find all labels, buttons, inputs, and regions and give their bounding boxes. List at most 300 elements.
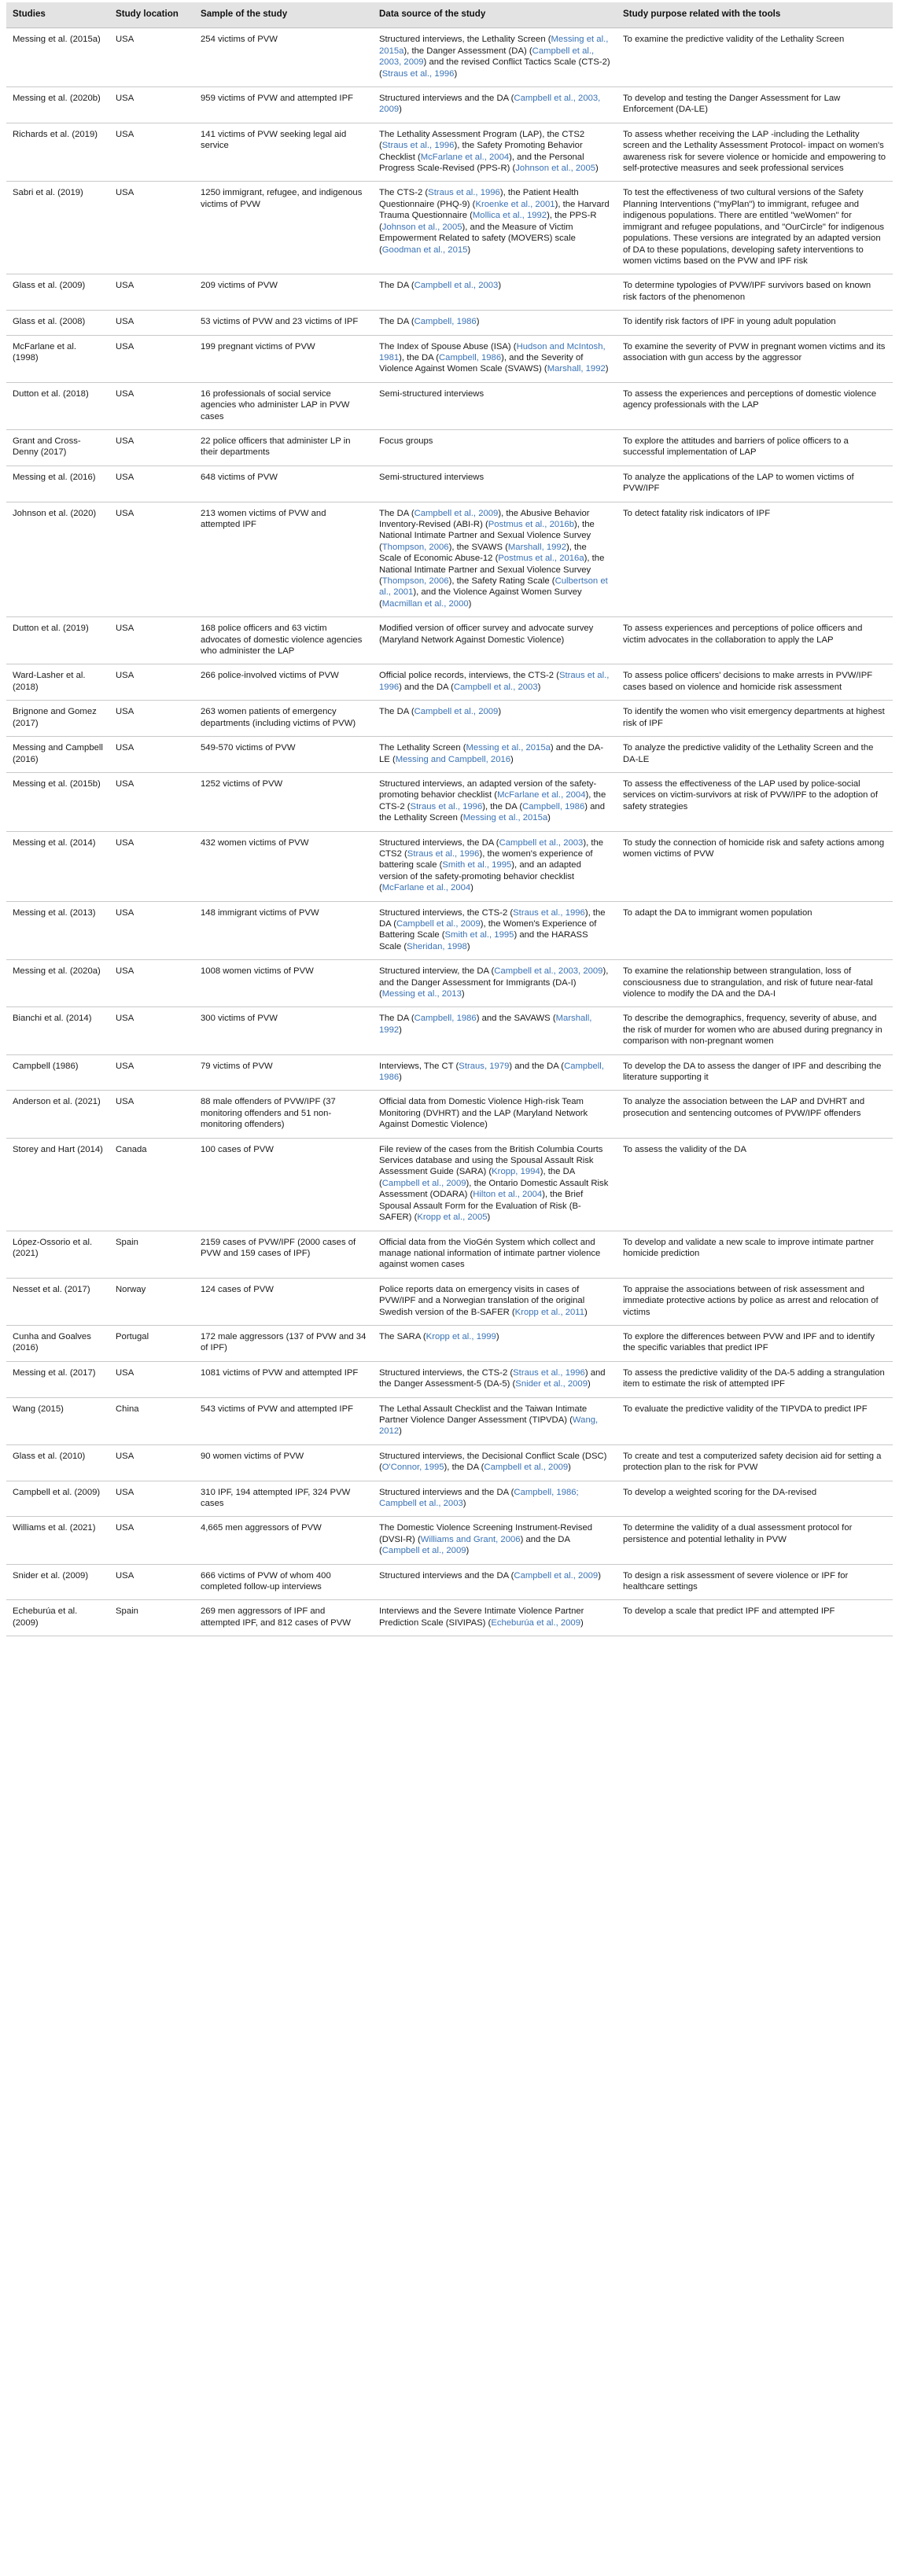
header-data-source: Data source of the study bbox=[373, 2, 617, 28]
cell-sample: 199 pregnant victims of PVW bbox=[194, 335, 373, 382]
source-text: ) bbox=[399, 1025, 402, 1035]
source-text: ) bbox=[547, 813, 551, 823]
cell-study: Wang (2015) bbox=[6, 1397, 109, 1444]
source-text: ) and the DA ( bbox=[399, 682, 454, 692]
cell-location: USA bbox=[109, 617, 194, 664]
source-text: Modified version of officer survey and advocate survey (Maryland Network Against Domestic Violence) bbox=[379, 624, 594, 645]
cell-study: Bianchi et al. (2014) bbox=[6, 1007, 109, 1054]
cell-study: López-Ossorio et al. (2021) bbox=[6, 1231, 109, 1278]
source-text: ), the PPS-R ( bbox=[379, 211, 597, 232]
cell-location: USA bbox=[109, 382, 194, 429]
source-text: ) bbox=[498, 707, 502, 717]
table-row bbox=[6, 1397, 893, 1444]
cell-data-source bbox=[373, 1517, 617, 1564]
cell-purpose: To analyze the applications of the LAP to women victims of PVW/IPF bbox=[617, 466, 893, 502]
table-row bbox=[6, 1600, 893, 1636]
reference-link[interactable]: Johnson et al., 2005 bbox=[381, 222, 462, 232]
cell-data-source bbox=[373, 831, 617, 901]
cell-data-source bbox=[373, 1564, 617, 1600]
cell-location: USA bbox=[109, 1007, 194, 1054]
cell-study: Messing et al. (2016) bbox=[6, 466, 109, 502]
reference-link[interactable]: Campbell, 1986 bbox=[522, 801, 585, 811]
cell-purpose: To examine the predictive validity of the Lethality Screen bbox=[617, 28, 893, 87]
source-text: ) bbox=[598, 1570, 601, 1581]
reference-link[interactable]: Straus et al., 1996 bbox=[381, 141, 455, 151]
reference-link[interactable]: Echeburúa et al., 2009 bbox=[491, 1617, 580, 1628]
source-text: Official police records, interviews, the CTS-2 ( bbox=[379, 671, 559, 681]
cell-study: Messing et al. (2017) bbox=[6, 1361, 109, 1397]
source-text: Structured interviews, an adapted version of the safety-promoting behavior checklist ( bbox=[379, 778, 597, 800]
cell-data-source bbox=[373, 617, 617, 664]
cell-study: Ward-Lasher et al. (2018) bbox=[6, 664, 109, 701]
reference-link[interactable]: Campbell et al., 2003, 2009 bbox=[494, 966, 603, 977]
reference-link[interactable]: Hilton et al., 2004 bbox=[473, 1190, 543, 1200]
table-row bbox=[6, 701, 893, 737]
source-text: The CTS-2 ( bbox=[379, 188, 429, 198]
cell-sample: 266 police-involved victims of PVW bbox=[194, 664, 373, 701]
cell-study: Williams et al. (2021) bbox=[6, 1517, 109, 1564]
reference-link[interactable]: Messing et al., 2015a bbox=[462, 813, 548, 823]
source-text: ) bbox=[462, 1499, 466, 1508]
table-row bbox=[6, 1091, 893, 1138]
reference-link[interactable]: Goodman et al., 2015 bbox=[381, 245, 468, 255]
table-row bbox=[6, 737, 893, 773]
source-text: The DA ( bbox=[379, 317, 414, 327]
source-text: ), the Brief Spousal Assault Form for the Evaluation of Risk (B-SAFER) ( bbox=[379, 1190, 584, 1223]
table-row bbox=[6, 311, 893, 335]
reference-link[interactable]: Campbell, 1986 bbox=[379, 1061, 604, 1083]
source-text: Structured interview, the DA ( bbox=[379, 966, 495, 977]
cell-study: Messing et al. (2020b) bbox=[6, 87, 109, 123]
table-row bbox=[6, 382, 893, 429]
cell-purpose: To determine typologies of PVW/IPF survivors based on known risk factors of the phenomenon bbox=[617, 274, 893, 311]
reference-link[interactable]: Messing and Campbell, 2016 bbox=[395, 754, 511, 764]
table-row bbox=[6, 664, 893, 701]
cell-study: Sabri et al. (2019) bbox=[6, 182, 109, 274]
table-row bbox=[6, 1564, 893, 1600]
cell-sample: 168 police officers and 63 victim advocates of domestic violence agencies who administer the LAP bbox=[194, 617, 373, 664]
reference-link[interactable]: Postmus et al., 2016b bbox=[488, 520, 575, 529]
reference-link[interactable]: Messing et al., 2013 bbox=[381, 989, 462, 999]
cell-sample: 543 victims of PVW and attempted IPF bbox=[194, 1397, 373, 1444]
source-text: ), and the Violence Against Women Survey ( bbox=[379, 587, 582, 609]
cell-sample: 1252 victims of PVW bbox=[194, 772, 373, 831]
source-text: ) and the Lethality Screen ( bbox=[379, 801, 605, 823]
source-text: ), the Women's Experience of Battering Scale ( bbox=[379, 918, 597, 940]
cell-purpose: To analyze the predictive validity of the Lethality Screen and the DA-LE bbox=[617, 737, 893, 773]
reference-link[interactable]: Kropp et al., 1999 bbox=[426, 1331, 496, 1341]
table-row bbox=[6, 274, 893, 311]
reference-link[interactable]: Campbell et al., 2009 bbox=[414, 707, 499, 717]
cell-study: Snider et al. (2009) bbox=[6, 1564, 109, 1600]
cell-study: Messing et al. (2015b) bbox=[6, 772, 109, 831]
source-text: ) bbox=[537, 682, 541, 692]
reference-link[interactable]: Johnson et al., 2005 bbox=[515, 164, 596, 174]
cell-data-source bbox=[373, 1007, 617, 1054]
source-text: ) and the Danger Assessment-5 (DA-5) ( bbox=[379, 1367, 606, 1389]
cell-study: Glass et al. (2010) bbox=[6, 1444, 109, 1481]
reference-link[interactable]: Straus et al., 1996 bbox=[410, 801, 483, 811]
source-text: Interviews, The CT ( bbox=[379, 1061, 459, 1071]
cell-study: Nesset et al. (2017) bbox=[6, 1278, 109, 1325]
cell-location: USA bbox=[109, 1517, 194, 1564]
table-row bbox=[6, 617, 893, 664]
reference-link[interactable]: Thompson, 2006 bbox=[381, 542, 449, 552]
cell-data-source bbox=[373, 1091, 617, 1138]
source-text: The DA ( bbox=[379, 508, 414, 518]
reference-link[interactable]: McFarlane et al., 2004 bbox=[497, 790, 586, 800]
cell-sample: 79 victims of PVW bbox=[194, 1054, 373, 1091]
header-studies: Studies bbox=[6, 2, 109, 28]
reference-link[interactable]: Campbell et al., 2009 bbox=[484, 1463, 569, 1473]
reference-link[interactable]: Campbell et al., 2003 bbox=[453, 682, 538, 692]
table-row bbox=[6, 1481, 893, 1517]
source-text: ) bbox=[568, 1463, 571, 1473]
cell-sample: 22 police officers that administer LP in their departments bbox=[194, 429, 373, 466]
table-body bbox=[6, 28, 893, 1636]
cell-location: USA bbox=[109, 960, 194, 1007]
cell-data-source bbox=[373, 502, 617, 617]
cell-purpose: To design a risk assessment of severe violence or IPF for healthcare settings bbox=[617, 1564, 893, 1600]
cell-purpose: To assess the effectiveness of the LAP used by police-social services on victim-survivors at risk of PVW/IPF to the adoption of safety strategies bbox=[617, 772, 893, 831]
cell-purpose: To develop a weighted scoring for the DA-revised bbox=[617, 1481, 893, 1517]
source-text: ), the Safety Promoting Behavior Checklist ( bbox=[379, 141, 583, 162]
table-row bbox=[6, 960, 893, 1007]
cell-study: Storey and Hart (2014) bbox=[6, 1138, 109, 1231]
source-text: ), the Patient Health Questionnaire (PHQ-9) ( bbox=[379, 188, 579, 209]
source-text: ), the CTS2 ( bbox=[379, 837, 604, 859]
source-text: ), and the Danger Assessment for Immigrants (DA-I) ( bbox=[379, 966, 609, 999]
reference-link[interactable]: Smith et al., 1995 bbox=[444, 930, 514, 940]
source-text: ) and the DA ( bbox=[379, 1534, 570, 1556]
reference-link[interactable]: Marshall, 1992 bbox=[547, 364, 606, 374]
source-text: ), the Harvard Trauma Questionnaire ( bbox=[379, 199, 610, 221]
source-text: ) bbox=[470, 883, 473, 893]
source-text: ) bbox=[487, 1213, 491, 1223]
source-text: The Lethality Screen ( bbox=[379, 743, 466, 753]
cell-study: Messing and Campbell (2016) bbox=[6, 737, 109, 773]
table-row bbox=[6, 1278, 893, 1325]
reference-link[interactable]: Kropp et al., 2005 bbox=[417, 1213, 488, 1223]
table-row bbox=[6, 28, 893, 87]
reference-link[interactable]: Straus et al., 1996 bbox=[428, 188, 500, 198]
cell-purpose: To detect fatality risk indicators of IPF bbox=[617, 502, 893, 617]
table-header bbox=[6, 2, 893, 28]
cell-data-source bbox=[373, 274, 617, 311]
reference-link[interactable]: Straus, 1979 bbox=[459, 1061, 510, 1071]
cell-data-source bbox=[373, 123, 617, 182]
cell-location: USA bbox=[109, 274, 194, 311]
source-text: Structured interviews, the Lethality Screen ( bbox=[379, 35, 551, 45]
source-text: Interviews and the Severe Intimate Violence Partner Prediction Scale (SIVIPAS) ( bbox=[379, 1606, 584, 1628]
reference-link[interactable]: Kropp, 1994 bbox=[492, 1167, 540, 1177]
cell-sample: 141 victims of PVW seeking legal aid service bbox=[194, 123, 373, 182]
reference-link[interactable]: Straus et al., 1996 bbox=[407, 848, 480, 859]
source-text: ) bbox=[580, 1617, 584, 1628]
cell-study: Campbell et al. (2009) bbox=[6, 1481, 109, 1517]
source-text: ) and the SAVAWS ( bbox=[476, 1014, 556, 1024]
table-row bbox=[6, 335, 893, 382]
cell-location: USA bbox=[109, 28, 194, 87]
source-text: ) bbox=[399, 105, 402, 115]
source-text: The DA ( bbox=[379, 707, 414, 717]
reference-link[interactable]: Campbell et al., 2003 bbox=[414, 281, 499, 291]
source-text: The SARA ( bbox=[379, 1331, 426, 1341]
cell-data-source bbox=[373, 466, 617, 502]
reference-link[interactable]: Marshall, 1992 bbox=[379, 1014, 592, 1035]
cell-sample: 310 IPF, 194 attempted IPF, 324 PVW cases bbox=[194, 1481, 373, 1517]
reference-link[interactable]: Williams and Grant, 2006 bbox=[420, 1534, 521, 1544]
reference-link[interactable]: Wang, 2012 bbox=[379, 1415, 599, 1437]
source-text: ) bbox=[587, 1379, 591, 1389]
cell-purpose: To test the effectiveness of two cultural versions of the Safety Planning Interventions ("myPlan") to immigrant, refugee and indigenous populations. There are entitled "weWomen" for immigrant and refugee populations, and "OurCircle" for indigenous populations. These versions are integrated by an adapted version of DA to these populations, developing safety interventions to women victims based on the PVW and IPF risk bbox=[617, 182, 893, 274]
source-text: ) bbox=[476, 317, 480, 327]
cell-location: USA bbox=[109, 429, 194, 466]
cell-data-source bbox=[373, 1054, 617, 1091]
source-text: The Domestic Violence Screening Instrument-Revised (DVSI-R) ( bbox=[379, 1523, 593, 1544]
source-text: Focus groups bbox=[379, 436, 433, 446]
source-text: ) bbox=[510, 754, 514, 764]
cell-data-source bbox=[373, 182, 617, 274]
cell-sample: 1250 immigrant, refugee, and indigenous victims of PVW bbox=[194, 182, 373, 274]
reference-link[interactable]: Straus et al., 1996 bbox=[379, 671, 610, 692]
source-text: ) bbox=[454, 68, 458, 79]
cell-purpose: To examine the severity of PVW in pregnant women victims and its association with gun access by the aggressor bbox=[617, 335, 893, 382]
cell-sample: 959 victims of PVW and attempted IPF bbox=[194, 87, 373, 123]
source-text: ), and an adapted version of the safety-promoting behavior checklist ( bbox=[379, 860, 581, 893]
cell-data-source bbox=[373, 960, 617, 1007]
cell-purpose: To assess police officers' decisions to make arrests in PVW/IPF cases based on violence and homicide risk assessment bbox=[617, 664, 893, 701]
cell-data-source bbox=[373, 382, 617, 429]
cell-location: USA bbox=[109, 831, 194, 901]
reference-link[interactable]: Culbertson et al., 2001 bbox=[379, 576, 608, 598]
cell-location: USA bbox=[109, 737, 194, 773]
cell-study: Dutton et al. (2018) bbox=[6, 382, 109, 429]
cell-purpose: To adapt the DA to immigrant women population bbox=[617, 901, 893, 960]
cell-data-source bbox=[373, 1481, 617, 1517]
reference-link[interactable]: Campbell, 1986 bbox=[439, 352, 502, 362]
cell-sample: 148 immigrant victims of PVW bbox=[194, 901, 373, 960]
cell-location: Spain bbox=[109, 1231, 194, 1278]
cell-purpose: To appraise the associations between of risk assessment and immediate protective actions by police as arrest and relocation of victims bbox=[617, 1278, 893, 1325]
source-text: ), the Abusive Behavior Inventory-Revised (ABI-R) ( bbox=[379, 508, 590, 529]
cell-location: USA bbox=[109, 123, 194, 182]
cell-location: USA bbox=[109, 1361, 194, 1397]
source-text: ), the CTS-2 ( bbox=[379, 790, 606, 811]
cell-location: USA bbox=[109, 664, 194, 701]
cell-sample: 648 victims of PVW bbox=[194, 466, 373, 502]
cell-purpose: To assess the predictive validity of the DA-5 adding a strangulation item to estimate the risk of attempted IPF bbox=[617, 1361, 893, 1397]
cell-sample: 1081 victims of PVW and attempted IPF bbox=[194, 1361, 373, 1397]
cell-sample: 2159 cases of PVW/IPF (2000 cases of PVW and 159 cases of IPF) bbox=[194, 1231, 373, 1278]
cell-purpose: To assess the experiences and perceptions of domestic violence agency professionals with the LAP bbox=[617, 382, 893, 429]
cell-study: Grant and Cross-Denny (2017) bbox=[6, 429, 109, 466]
table-row bbox=[6, 1325, 893, 1361]
source-text: The DA ( bbox=[379, 281, 414, 291]
source-text: Structured interviews, the CTS-2 ( bbox=[379, 907, 514, 918]
source-text: ) bbox=[595, 164, 599, 174]
reference-link[interactable]: McFarlane et al., 2004 bbox=[381, 883, 471, 893]
source-text: ) bbox=[584, 1307, 588, 1317]
source-text: Structured interviews, the CTS-2 ( bbox=[379, 1367, 514, 1378]
cell-sample: 263 women patients of emergency departments (including victims of PVW) bbox=[194, 701, 373, 737]
source-text: Structured interviews, the DA ( bbox=[379, 837, 499, 848]
source-text: ), the Danger Assessment (DA) ( bbox=[403, 46, 532, 56]
source-text: ), the National Intimate Partner and Sexual Violence Survey ( bbox=[379, 520, 595, 552]
reference-link[interactable]: Campbell et al., 2009 bbox=[396, 918, 481, 929]
reference-link[interactable]: Hudson and McIntosh, 1981 bbox=[379, 341, 606, 362]
reference-link[interactable]: Macmillan et al., 2000 bbox=[381, 598, 469, 609]
source-text: ) bbox=[496, 1331, 499, 1341]
cell-study: Messing et al. (2013) bbox=[6, 901, 109, 960]
cell-data-source bbox=[373, 87, 617, 123]
source-text: Police reports data on emergency visits in cases of PVW/IPF and a Norwegian translation of the original Swedish version of the B-SAFER ( bbox=[379, 1284, 585, 1317]
cell-location: USA bbox=[109, 311, 194, 335]
table-row bbox=[6, 87, 893, 123]
cell-location: USA bbox=[109, 1091, 194, 1138]
reference-link[interactable]: Campbell et al., 2003, 2009 bbox=[379, 94, 601, 115]
source-text: ), the Scale of Economic Abuse-12 ( bbox=[379, 542, 587, 564]
reference-link[interactable]: Campbell et al., 2009 bbox=[414, 508, 499, 518]
source-text: ) bbox=[399, 1426, 402, 1437]
reference-link[interactable]: Snider et al., 2009 bbox=[515, 1379, 588, 1389]
source-text: The Index of Spouse Abuse (ISA) ( bbox=[379, 341, 517, 351]
table-row bbox=[6, 466, 893, 502]
cell-sample: 209 victims of PVW bbox=[194, 274, 373, 311]
reference-link[interactable]: O'Connor, 1995 bbox=[381, 1463, 444, 1473]
header-study-purpose: Study purpose related with the tools bbox=[617, 2, 893, 28]
source-text: ), the National Intimate Partner and Sexual Violence Survey ( bbox=[379, 554, 605, 587]
source-text: ) bbox=[461, 989, 465, 999]
reference-link[interactable]: Campbell, 1986 bbox=[414, 1014, 477, 1024]
cell-purpose: To examine the relationship between strangulation, loss of consciousness due to strangulation, and risk of future near-fatal violence to modify the DA and the DA-I bbox=[617, 960, 893, 1007]
cell-sample: 549-570 victims of PVW bbox=[194, 737, 373, 773]
cell-data-source bbox=[373, 1361, 617, 1397]
table-row bbox=[6, 123, 893, 182]
header-row bbox=[6, 2, 893, 28]
cell-study: Glass et al. (2008) bbox=[6, 311, 109, 335]
reference-link[interactable]: Kropp et al., 2011 bbox=[514, 1307, 585, 1317]
cell-study: Cunha and Goalves (2016) bbox=[6, 1325, 109, 1361]
source-text: Semi-structured interviews bbox=[379, 472, 485, 482]
source-text: The Lethality Assessment Program (LAP), the CTS2 ( bbox=[379, 129, 585, 151]
cell-purpose: To identify risk factors of IPF in young adult population bbox=[617, 311, 893, 335]
reference-link[interactable]: Messing et al., 2015a bbox=[466, 743, 551, 753]
table-row bbox=[6, 772, 893, 831]
source-text: Structured interviews, the Decisional Conflict Scale (DSC) ( bbox=[379, 1451, 607, 1473]
source-text: ), the Ontario Domestic Assault Risk Assessment (ODARA) ( bbox=[379, 1178, 609, 1200]
source-text: The Lethal Assault Checklist and the Taiwan Intimate Partner Violence Danger Assessment (TIPVDA) ( bbox=[379, 1404, 588, 1425]
cell-location: USA bbox=[109, 701, 194, 737]
cell-data-source bbox=[373, 901, 617, 960]
reference-link[interactable]: Straus et al., 1996 bbox=[513, 1367, 585, 1378]
reference-link[interactable]: Sheridan, 1998 bbox=[407, 941, 467, 951]
cell-location: Canada bbox=[109, 1138, 194, 1231]
cell-data-source bbox=[373, 772, 617, 831]
source-text: ), the women's experience of battering scale ( bbox=[379, 848, 593, 870]
cell-study: Echeburúa et al. (2009) bbox=[6, 1600, 109, 1636]
source-text: ), the DA ( bbox=[482, 801, 523, 811]
cell-location: USA bbox=[109, 1054, 194, 1091]
table-row bbox=[6, 1361, 893, 1397]
cell-location: USA bbox=[109, 1481, 194, 1517]
cell-purpose: To describe the demographics, frequency, severity of abuse, and the risk of murder for women who are abused during pregnancy in comparison with non-pregnant women bbox=[617, 1007, 893, 1054]
reference-link[interactable]: Campbell, 1986 bbox=[414, 317, 477, 327]
source-text: The DA ( bbox=[379, 1014, 414, 1024]
cell-location: USA bbox=[109, 87, 194, 123]
source-text: ), the Safety Rating Scale ( bbox=[448, 576, 555, 587]
reference-link[interactable]: McFarlane et al., 2004 bbox=[420, 152, 510, 162]
source-text: ), and the Severity of Violence Against Women Scale (SVAWS) ( bbox=[379, 352, 584, 374]
reference-link[interactable]: Campbell, 1986; Campbell et al., 2003 bbox=[379, 1487, 579, 1508]
reference-link[interactable]: Smith et al., 1995 bbox=[442, 860, 512, 870]
table-row bbox=[6, 1054, 893, 1091]
reference-link[interactable]: Postmus et al., 2016a bbox=[498, 554, 584, 564]
cell-sample: 88 male offenders of PVW/IPF (37 monitoring offenders and 51 non-monitoring offenders) bbox=[194, 1091, 373, 1138]
source-text: Structured interviews and the DA ( bbox=[379, 94, 514, 104]
header-study-location: Study location bbox=[109, 2, 194, 28]
cell-sample: 1008 women victims of PVW bbox=[194, 960, 373, 1007]
source-text: Semi-structured interviews bbox=[379, 388, 485, 399]
reference-link[interactable]: Straus et al., 1996 bbox=[513, 907, 585, 918]
cell-purpose: To study the connection of homicide risk and safety actions among women victims of PVW bbox=[617, 831, 893, 901]
cell-location: Portugal bbox=[109, 1325, 194, 1361]
source-text: ) and the DA ( bbox=[509, 1061, 565, 1071]
source-text: ) bbox=[468, 598, 472, 609]
cell-sample: 213 women victims of PVW and attempted IPF bbox=[194, 502, 373, 617]
source-text: Structured interviews and the DA ( bbox=[379, 1487, 514, 1497]
cell-purpose: To analyze the association between the LAP and DVHRT and prosecution and sentencing outcomes of PVW/IPF offenders bbox=[617, 1091, 893, 1138]
reference-link[interactable]: Campbell et al., 2003, 2009 bbox=[379, 46, 595, 68]
reference-link[interactable]: Marshall, 1992 bbox=[507, 542, 566, 552]
source-text: ) bbox=[466, 941, 470, 951]
source-text: Structured interviews and the DA ( bbox=[379, 1570, 514, 1581]
reference-link[interactable]: Straus et al., 1996 bbox=[381, 68, 455, 79]
reference-link[interactable]: Campbell et al., 2009 bbox=[381, 1546, 466, 1556]
source-text: ), the DA ( bbox=[379, 1167, 575, 1188]
reference-link[interactable]: Thompson, 2006 bbox=[381, 576, 449, 587]
source-text: ) bbox=[605, 364, 609, 374]
reference-link[interactable]: Campbell et al., 2009 bbox=[381, 1178, 466, 1188]
source-text: ) and the HARASS Scale ( bbox=[379, 930, 588, 951]
cell-data-source bbox=[373, 664, 617, 701]
table-row bbox=[6, 429, 893, 466]
cell-purpose: To develop and testing the Danger Assessment for Law Enforcement (DA-LE) bbox=[617, 87, 893, 123]
cell-study: Richards et al. (2019) bbox=[6, 123, 109, 182]
source-text: ) and the revised Conflict Tactics Scale (CTS-2) ( bbox=[379, 57, 610, 79]
cell-sample: 100 cases of PVW bbox=[194, 1138, 373, 1231]
cell-study: Campbell (1986) bbox=[6, 1054, 109, 1091]
table-row bbox=[6, 182, 893, 274]
cell-study: McFarlane et al. (1998) bbox=[6, 335, 109, 382]
table-row bbox=[6, 1517, 893, 1564]
table-row bbox=[6, 502, 893, 617]
cell-data-source bbox=[373, 1397, 617, 1444]
reference-link[interactable]: Campbell et al., 2003 bbox=[499, 837, 584, 848]
cell-data-source bbox=[373, 737, 617, 773]
source-text: ) bbox=[466, 1546, 470, 1556]
reference-link[interactable]: Kroenke et al., 2001 bbox=[475, 199, 555, 209]
cell-study: Anderson et al. (2021) bbox=[6, 1091, 109, 1138]
source-text: Official data from Domestic Violence High-risk Team Monitoring (DVHRT) and the LAP (Maryland Network Against Domestic Violence) bbox=[379, 1097, 588, 1130]
reference-link[interactable]: Campbell et al., 2009 bbox=[514, 1570, 599, 1581]
cell-study: Messing et al. (2015a) bbox=[6, 28, 109, 87]
cell-purpose: To develop and validate a new scale to improve intimate partner homicide prediction bbox=[617, 1231, 893, 1278]
cell-study: Dutton et al. (2019) bbox=[6, 617, 109, 664]
reference-link[interactable]: Mollica et al., 1992 bbox=[472, 211, 547, 221]
cell-purpose: To create and test a computerized safety decision aid for setting a protection plan to the risk for PVW bbox=[617, 1444, 893, 1481]
reference-link[interactable]: Messing et al., 2015a bbox=[379, 35, 609, 56]
